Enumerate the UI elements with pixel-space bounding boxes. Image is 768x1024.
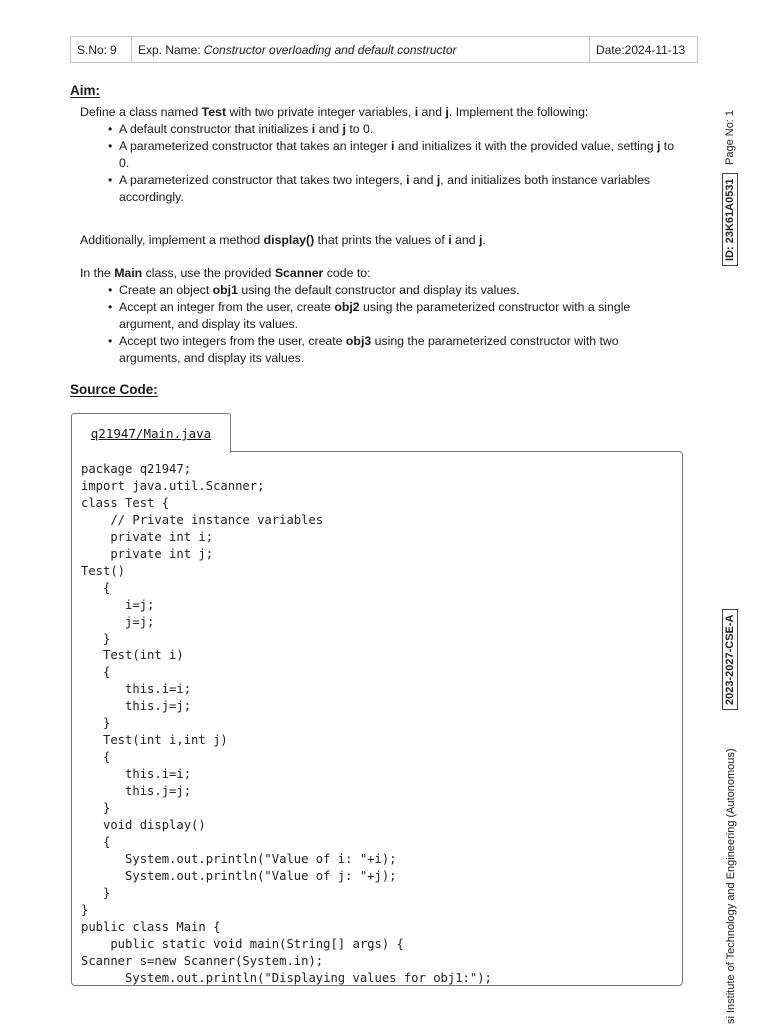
text: A default constructor that initializes: [119, 122, 312, 136]
list-item: [108, 121, 678, 138]
student-id-label: ID: 23K61A0531: [722, 173, 738, 266]
exp-name: Constructor overloading and default constructor: [203, 42, 457, 57]
text: that prints the values of: [314, 233, 449, 247]
main-class-intro: [80, 265, 680, 282]
text: , and initializes both instance variables accordingly.: [119, 173, 651, 204]
list-item: [108, 282, 678, 299]
text: i: [311, 122, 316, 136]
text: j: [478, 233, 483, 247]
text: Accept an integer from the user, create: [119, 300, 335, 314]
institute-label: si Institute of Technology and Engineering (Autonomous): [725, 748, 737, 1024]
batch-label: 2023-2027-CSE-A: [722, 610, 738, 711]
text: and: [451, 233, 479, 247]
text: i: [406, 173, 410, 187]
aim-intro: [80, 104, 680, 121]
text: class, use the provided: [142, 266, 275, 280]
text: A parameterized constructor that takes two integers,: [119, 173, 407, 187]
text: with two private integer variables,: [226, 105, 415, 119]
text: display(): [263, 233, 315, 247]
text: Scanner: [274, 266, 324, 280]
code-block: [71, 451, 683, 986]
text: j: [445, 105, 449, 119]
text: obj2: [334, 300, 360, 314]
text: Main: [114, 266, 143, 280]
text: and: [409, 173, 437, 187]
list-item: [108, 172, 678, 206]
list-item: [108, 333, 678, 367]
text: j: [656, 139, 661, 153]
text: Additionally, implement a method: [80, 233, 264, 247]
text: and initializes it with the provided value, setting: [394, 139, 657, 153]
text: using the parameterized constructor with two arguments, and display its values.: [119, 334, 619, 365]
aim-heading: Aim:: [70, 83, 100, 98]
additional-requirement: [80, 232, 680, 249]
text: j: [436, 173, 441, 187]
exp-label: Exp. Name:: [138, 42, 201, 57]
text: .: [482, 233, 486, 247]
text: obj1: [212, 283, 238, 297]
serial-number-cell: [71, 37, 132, 62]
date-value: Date:2024-11-13: [596, 42, 686, 57]
text: code to:: [323, 266, 371, 280]
list-item: [108, 299, 678, 333]
page-number-label: Page No: 1: [724, 109, 736, 165]
text: Accept two integers from the user, create: [119, 334, 346, 348]
text: i: [391, 139, 395, 153]
text: j: [342, 122, 346, 136]
text: i: [414, 105, 419, 119]
text: using the default constructor and display its values.: [237, 283, 520, 297]
text: . Implement the following:: [448, 105, 589, 119]
text: to 0.: [119, 139, 675, 170]
text: A parameterized constructor that takes an integer: [119, 139, 392, 153]
aim-bullet-list: [108, 121, 678, 206]
date-cell: [590, 37, 697, 62]
sno-label: S.No:: [77, 42, 108, 57]
experiment-name-cell: [132, 37, 590, 62]
file-tab[interactable]: [71, 413, 231, 453]
source-code-text: package q21947; import java.util.Scanner; class Test { // Private instance variables private int i; private int j; Test() { i=j; j=j; } Test(int i) { this.i=i; this.j=j; } Test(int i,int j) { this.i=i; this.j=j; } void display() { System.out.println("Value of i: "+i); System.out.println("Value of j: "+j); } } public class Main { public static void main(String[] args) { Scanner s=new Scanner(System.in); System.out.println("Displaying values for obj1:");: [81, 462, 492, 985]
text: In the: [80, 266, 115, 280]
text: Create an object: [119, 283, 213, 297]
text: to 0.: [345, 122, 374, 136]
main-bullet-list: [108, 282, 678, 367]
experiment-header: [70, 36, 698, 63]
text: Define a class named: [80, 105, 202, 119]
source-code-heading: Source Code:: [70, 382, 158, 397]
file-tab-label: q21947/Main.java: [90, 426, 212, 441]
text: obj3: [345, 334, 372, 348]
list-item: [108, 138, 678, 172]
sno-value: 9: [110, 42, 117, 57]
text: and: [315, 122, 343, 136]
text: and: [418, 105, 446, 119]
text: Test: [201, 105, 227, 119]
text: i: [448, 233, 452, 247]
text: using the parameterized constructor with a single argument, and display its values.: [119, 300, 631, 331]
